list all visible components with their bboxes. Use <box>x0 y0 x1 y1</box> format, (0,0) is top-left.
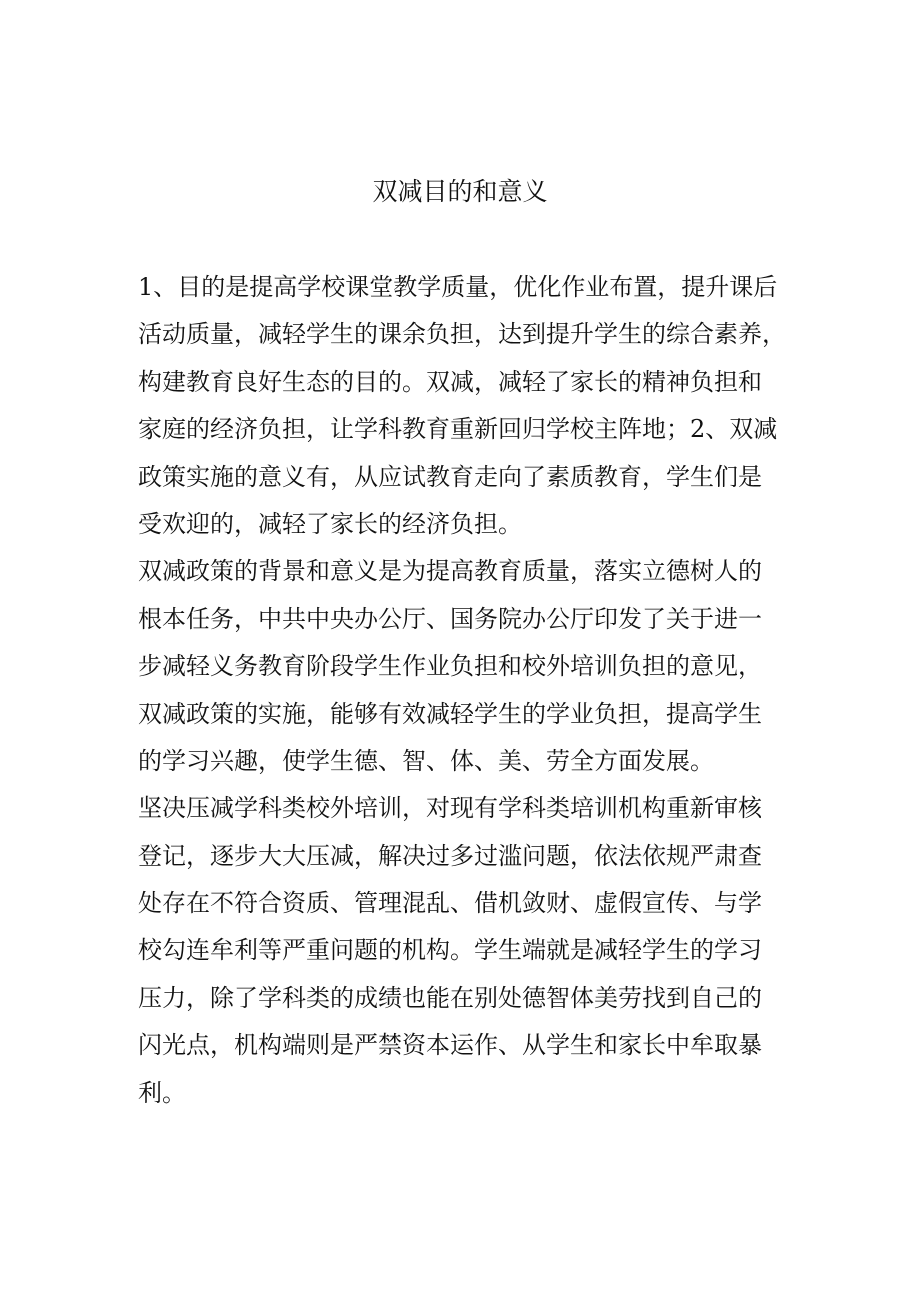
text-line: 家庭的经济负担，让学科教育重新回归学校主阵地；2、双减 <box>138 415 778 444</box>
text-line: 闪光点，机构端则是严禁资本运作、从学生和家长中牟取暴 <box>138 1031 762 1060</box>
document-body <box>138 264 798 1117</box>
text-line: 利。 <box>138 1078 186 1107</box>
text-line: 的学习兴趣，使学生德、智、体、美、劳全方面发展。 <box>138 746 714 775</box>
paragraph-purpose <box>138 264 798 548</box>
paragraph-background <box>138 548 798 785</box>
text-line: 受欢迎的，减轻了家长的经济负担。 <box>138 509 522 538</box>
text-line: 登记，逐步大大压减，解决过多过滥问题，依法依规严肃查 <box>138 841 762 870</box>
text-line: 坚决压减学科类校外培训，对现有学科类培训机构重新审核 <box>138 794 762 823</box>
text-line: 根本任务，中共中央办公厅、国务院办公厅印发了关于进一 <box>138 604 762 633</box>
text-line: 政策实施的意义有，从应试教育走向了素质教育，学生们是 <box>138 462 762 491</box>
text-line: 双减政策的背景和意义是为提高教育质量，落实立德树人的 <box>138 557 762 586</box>
text-line: 双减政策的实施，能够有效减轻学生的学业负担，提高学生 <box>138 699 762 728</box>
document-title: 双减目的和意义 <box>372 177 548 206</box>
text-line: 1、目的是提高学校课堂教学质量，优化作业布置，提升课后 <box>138 273 778 301</box>
paragraph-measures <box>138 785 798 1117</box>
text-line: 压力，除了学科类的成绩也能在别处德智体美劳找到自己的 <box>138 983 762 1012</box>
text-line: 校勾连牟利等严重问题的机构。学生端就是减轻学生的学习 <box>138 936 762 965</box>
text-line: 活动质量，减轻学生的课余负担，达到提升学生的综合素养， <box>138 320 786 349</box>
text-line: 处存在不符合资质、管理混乱、借机敛财、虚假宣传、与学 <box>138 889 762 918</box>
text-line: 步减轻义务教育阶段学生作业负担和校外培训负担的意见， <box>138 652 762 681</box>
text-line: 构建教育良好生态的目的。双减，减轻了家长的精神负担和 <box>138 367 762 396</box>
